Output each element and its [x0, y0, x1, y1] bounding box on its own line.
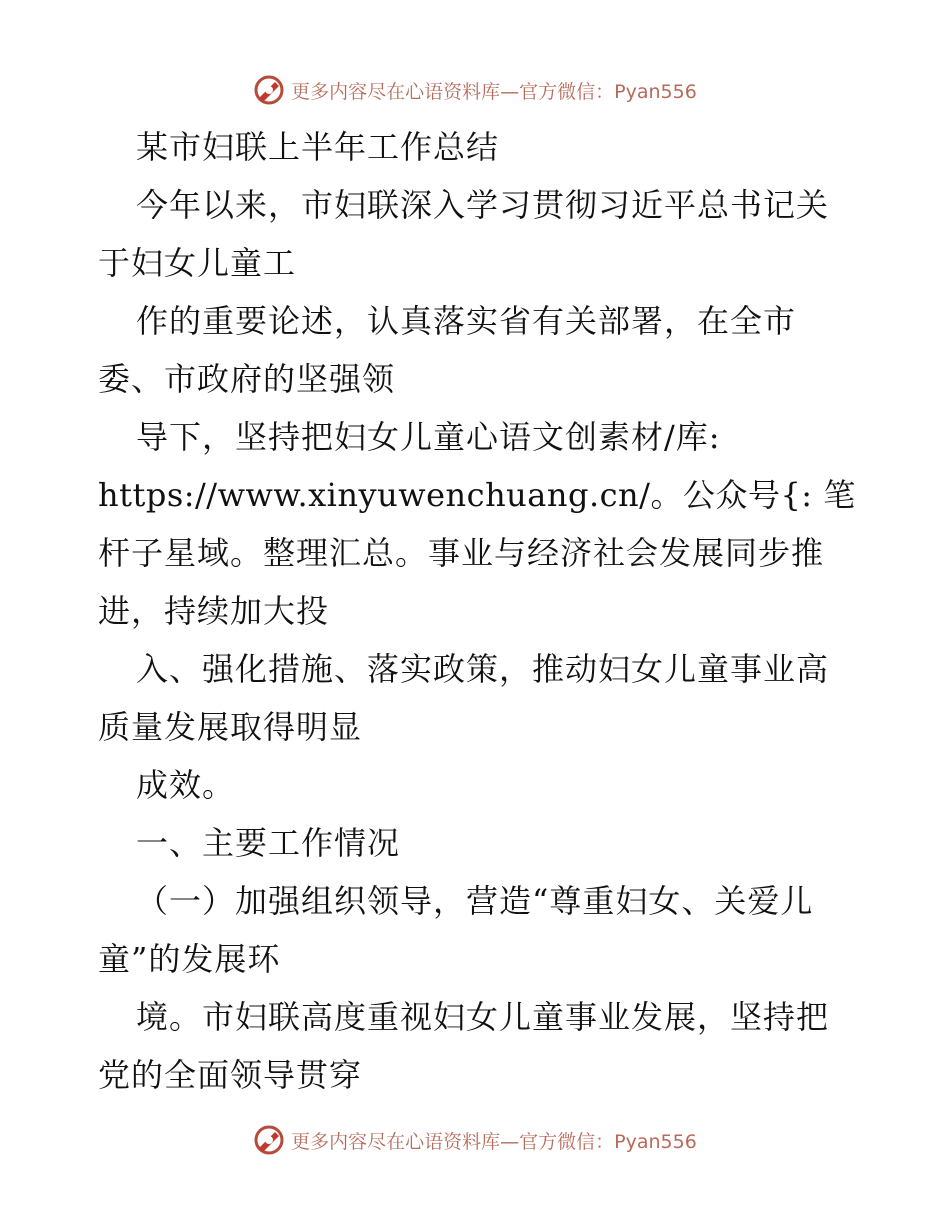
paragraph-line: 童”的发展环	[98, 940, 281, 978]
paragraph-line: 作的重要论述，认真落实省有关部署，在全市	[136, 302, 797, 340]
paragraph-line: 杆子星域。整理汇总。事业与经济社会发展同步推	[98, 534, 825, 572]
paragraph-line: 成效。	[136, 766, 236, 804]
paragraph-line-url: https://www.xinyuwenchuang.cn/。公众号{: 笔	[98, 476, 856, 514]
watermark-text: 更多内容尽在心语资料库—官方微信：Pyan556	[291, 80, 697, 103]
pen-circle-logo-icon	[253, 1124, 285, 1156]
section-heading: 一、主要工作情况	[136, 824, 401, 862]
paragraph-line: 导下，坚持把妇女儿童心语文创素材/库:	[136, 418, 721, 456]
paragraph-line: 质量发展取得明显	[98, 708, 363, 746]
paragraph-line: 今年以来，市妇联深入学习贯彻习近平总书记关	[136, 186, 830, 224]
paragraph-line: 入、强化措施、落实政策，推动妇女儿童事业高	[136, 650, 830, 688]
header-watermark-banner	[0, 70, 950, 110]
footer-watermark-banner	[0, 1120, 950, 1160]
paragraph-line: 委、市政府的坚强领	[98, 360, 396, 398]
subsection-heading: （一）加强组织领导，营造“尊重妇女、关爱儿	[136, 882, 814, 920]
document-title: 某市妇联上半年工作总结	[136, 128, 500, 166]
pen-circle-logo-icon	[253, 74, 285, 106]
paragraph-line: 于妇女儿童工	[98, 244, 297, 282]
paragraph-line: 党的全面领导贯穿	[98, 1056, 363, 1094]
paragraph-line: 进，持续加大投	[98, 592, 330, 630]
paragraph-line: 境。市妇联高度重视妇女儿童事业发展，坚持把	[136, 998, 830, 1036]
watermark-text: 更多内容尽在心语资料库—官方微信：Pyan556	[291, 1130, 697, 1153]
document-body	[98, 118, 858, 1104]
